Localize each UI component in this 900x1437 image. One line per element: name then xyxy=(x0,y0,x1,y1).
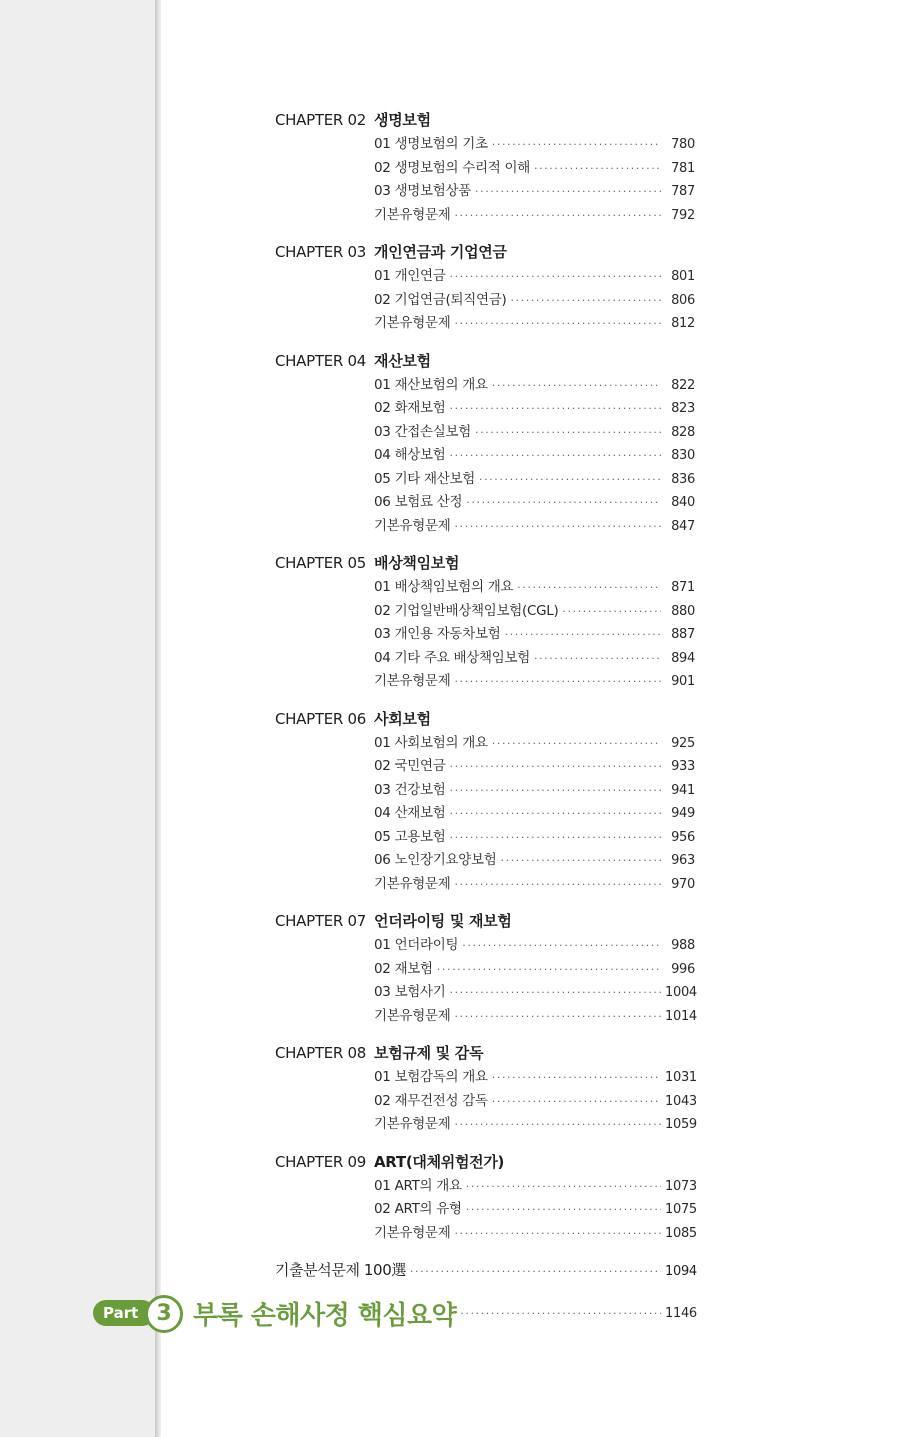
dot-leader xyxy=(450,265,661,289)
entry-label: 06 노인장기요양보험 xyxy=(374,852,497,868)
entry-label: 02 기업일반배상책임보험(CGL) xyxy=(374,602,559,619)
entry-page-number: 781 xyxy=(671,160,695,176)
entry-page-number: 830 xyxy=(671,448,695,463)
dot-leader xyxy=(517,576,661,600)
dot-leader xyxy=(475,180,661,204)
chapter-number: CHAPTER 06 xyxy=(275,709,366,728)
toc-entry xyxy=(374,647,695,671)
entry-page-number: 1059 xyxy=(665,1117,697,1132)
dot-leader xyxy=(492,374,661,398)
dot-leader xyxy=(454,670,661,694)
entry-label: 01 ART의 개요 xyxy=(374,1177,462,1194)
chapter-section xyxy=(275,550,695,694)
toc-entry xyxy=(374,204,695,228)
entry-page-number: 1075 xyxy=(665,1202,697,1217)
chapter-number: CHAPTER 02 xyxy=(275,111,366,129)
chapter-section xyxy=(275,107,695,227)
toc-entry xyxy=(374,600,695,624)
dot-leader xyxy=(479,468,661,492)
toc-entry xyxy=(374,755,695,779)
entry-page-number: 880 xyxy=(671,603,695,619)
toc-entry xyxy=(374,491,695,515)
chapter-title: 생명보험 xyxy=(374,111,431,129)
entry-page-number: 823 xyxy=(671,401,695,416)
entry-page-number: 871 xyxy=(671,580,695,595)
chapter-title: 언더라이팅 및 재보험 xyxy=(374,912,512,930)
dot-leader xyxy=(492,1090,661,1114)
chapter-title: ART(대체위험전가) xyxy=(374,1152,505,1171)
toc-entry xyxy=(374,1066,695,1090)
dot-leader xyxy=(505,623,662,647)
entry-page-number: 925 xyxy=(671,735,695,751)
part-page-number: 1146 xyxy=(665,1305,697,1321)
toc-entry xyxy=(374,312,695,336)
chapter-heading xyxy=(275,706,695,732)
dot-leader xyxy=(450,397,661,421)
entry-label: 01 개인연금 xyxy=(374,268,446,284)
dot-leader xyxy=(454,1222,661,1246)
entry-label: 04 해상보험 xyxy=(374,447,446,463)
entry-label: 기본유형문제 xyxy=(374,517,451,534)
entry-page-number: 970 xyxy=(671,876,695,892)
toc-entry xyxy=(374,180,695,204)
chapter-number: CHAPTER 05 xyxy=(275,554,366,572)
part-number: 3 xyxy=(145,1295,183,1333)
entry-page-number: 822 xyxy=(671,377,695,393)
entry-label: 03 간접손실보험 xyxy=(374,423,472,440)
entry-label: 03 개인용 자동차보험 xyxy=(374,626,501,642)
part-badge xyxy=(93,1295,179,1331)
entry-page-number: 780 xyxy=(671,137,695,152)
entry-label: 기본유형문제 xyxy=(374,673,451,689)
toc-entry xyxy=(374,958,695,982)
toc-entry xyxy=(374,1222,695,1246)
chapter-section xyxy=(275,1149,695,1246)
toc-entry xyxy=(374,397,695,421)
dot-leader xyxy=(454,515,661,539)
table-of-contents xyxy=(275,107,695,1283)
entry-label: 01 사회보험의 개요 xyxy=(374,734,488,751)
chapter-heading xyxy=(275,239,695,265)
chapter-list xyxy=(275,107,695,1245)
entry-page-number: 836 xyxy=(671,471,695,487)
dot-leader xyxy=(410,1259,661,1285)
entry-label: 04 기타 주요 배상책임보험 xyxy=(374,649,530,666)
dot-leader xyxy=(534,647,661,671)
entry-page-number: 1031 xyxy=(665,1070,697,1085)
toc-entry xyxy=(374,826,695,850)
entry-label: 기본유형문제 xyxy=(374,1224,451,1241)
toc-entry xyxy=(374,802,695,826)
entry-label: 03 생명보험상품 xyxy=(374,183,472,199)
entry-label: 03 보험사기 xyxy=(374,984,446,1000)
entry-page-number: 941 xyxy=(671,782,695,798)
entry-label: 기본유형문제 xyxy=(374,1116,451,1132)
entry-label: 기본유형문제 xyxy=(374,315,451,331)
toc-entry xyxy=(374,468,695,492)
chapter-section xyxy=(275,348,695,539)
toc-entry xyxy=(374,265,695,289)
toc-entry xyxy=(374,374,695,398)
dot-leader xyxy=(466,1175,661,1199)
entry-page-number: 996 xyxy=(671,961,695,977)
dot-leader xyxy=(501,849,662,873)
dot-leader xyxy=(450,755,661,779)
chapter-number: CHAPTER 04 xyxy=(275,351,366,370)
entry-label: 01 보험감독의 개요 xyxy=(374,1069,488,1085)
entry-label: 06 보험료 산정 xyxy=(374,494,463,510)
entry-label: 02 생명보험의 수리적 이해 xyxy=(374,159,530,176)
part-title: 부록 손해사정 핵심요약 xyxy=(193,1300,457,1331)
dot-leader xyxy=(454,204,661,228)
dot-leader xyxy=(466,1198,661,1222)
dot-leader xyxy=(454,1005,661,1029)
toc-entry xyxy=(374,1005,695,1029)
dot-leader xyxy=(437,958,661,982)
entry-label: 02 재보험 xyxy=(374,960,433,977)
dot-leader xyxy=(492,1066,661,1090)
exam-page-number: 1094 xyxy=(665,1264,697,1279)
entry-page-number: 963 xyxy=(671,853,695,868)
dot-leader xyxy=(450,444,661,468)
toc-entry xyxy=(374,670,695,694)
entry-page-number: 1073 xyxy=(665,1178,697,1194)
toc-entry xyxy=(374,1175,695,1199)
chapter-section xyxy=(275,239,695,336)
part-heading xyxy=(93,1294,695,1332)
entry-page-number: 1085 xyxy=(665,1225,697,1241)
entry-label: 기본유형문제 xyxy=(374,875,451,892)
dot-leader xyxy=(450,802,661,826)
entry-label: 02 ART의 유형 xyxy=(374,1201,462,1217)
entry-label: 01 언더라이팅 xyxy=(374,937,459,953)
dot-leader xyxy=(450,826,661,850)
entry-label: 02 화재보험 xyxy=(374,400,446,416)
toc-entry xyxy=(374,289,695,313)
chapter-number: CHAPTER 09 xyxy=(275,1152,366,1171)
chapter-section xyxy=(275,1040,695,1137)
toc-entry xyxy=(374,934,695,958)
entry-page-number: 933 xyxy=(671,759,695,774)
toc-entry xyxy=(374,849,695,873)
toc-entry xyxy=(374,1113,695,1137)
entry-label: 03 건강보험 xyxy=(374,781,446,798)
entry-page-number: 956 xyxy=(671,829,695,845)
dot-leader xyxy=(450,779,661,803)
entry-page-number: 847 xyxy=(671,518,695,534)
toc-entry xyxy=(374,1198,695,1222)
dot-leader xyxy=(454,312,661,336)
chapter-number: CHAPTER 08 xyxy=(275,1044,366,1062)
entry-page-number: 787 xyxy=(671,184,695,199)
entry-page-number: 1043 xyxy=(665,1093,697,1109)
entry-label: 02 국민연금 xyxy=(374,758,446,774)
dot-leader xyxy=(562,600,661,624)
chapter-title: 보험규제 및 감독 xyxy=(374,1044,484,1062)
toc-entry xyxy=(374,133,695,157)
exam-label: 기출분석문제 100選 xyxy=(275,1261,406,1279)
chapter-section xyxy=(275,706,695,897)
entry-page-number: 1014 xyxy=(665,1008,697,1024)
chapter-title: 재산보험 xyxy=(374,351,431,370)
chapter-heading xyxy=(275,1149,695,1175)
entry-page-number: 901 xyxy=(671,674,695,689)
toc-entry xyxy=(374,421,695,445)
chapter-heading xyxy=(275,1040,695,1066)
dot-leader xyxy=(492,133,661,157)
entry-label: 05 기타 재산보험 xyxy=(374,470,476,487)
entry-page-number: 828 xyxy=(671,424,695,440)
entry-page-number: 792 xyxy=(671,207,695,223)
entry-page-number: 840 xyxy=(671,495,695,510)
chapter-title: 사회보험 xyxy=(374,709,431,728)
toc-entry xyxy=(374,1090,695,1114)
dot-leader xyxy=(454,1113,661,1137)
dot-leader xyxy=(534,157,661,181)
dot-leader xyxy=(510,289,661,313)
dot-leader xyxy=(454,873,661,897)
dot-leader xyxy=(475,421,661,445)
dot-leader xyxy=(492,732,661,756)
entry-label: 기본유형문제 xyxy=(374,1007,451,1024)
entry-label: 기본유형문제 xyxy=(374,206,451,223)
entry-page-number: 894 xyxy=(671,650,695,666)
toc-entry xyxy=(374,732,695,756)
chapter-heading xyxy=(275,348,695,374)
dot-leader xyxy=(466,491,661,515)
entry-label: 02 재무건전성 감독 xyxy=(374,1092,488,1109)
toc-entry xyxy=(374,515,695,539)
dot-leader xyxy=(450,981,661,1005)
entry-label: 04 산재보험 xyxy=(374,805,446,821)
toc-entry xyxy=(374,157,695,181)
entry-label: 01 재산보험의 개요 xyxy=(374,376,488,393)
toc-entry xyxy=(374,623,695,647)
entry-label: 01 배상책임보험의 개요 xyxy=(374,579,514,595)
entry-page-number: 806 xyxy=(671,292,695,308)
entry-label: 01 생명보험의 기초 xyxy=(374,136,488,152)
chapter-title: 개인연금과 기업연금 xyxy=(374,243,507,261)
dot-leader xyxy=(462,934,661,958)
entry-page-number: 801 xyxy=(671,269,695,284)
exam-entry xyxy=(275,1257,695,1283)
entry-label: 02 기업연금(퇴직연금) xyxy=(374,291,507,308)
toc-entry xyxy=(374,873,695,897)
chapter-number: CHAPTER 07 xyxy=(275,912,366,930)
chapter-heading xyxy=(275,550,695,576)
chapter-heading xyxy=(275,107,695,133)
chapter-number: CHAPTER 03 xyxy=(275,243,366,261)
page-binding-edge xyxy=(155,0,161,1437)
dot-leader xyxy=(460,1307,661,1320)
chapter-title: 배상책임보험 xyxy=(374,554,460,572)
toc-entry xyxy=(374,981,695,1005)
entry-page-number: 1004 xyxy=(665,985,697,1000)
entry-label: 05 고용보험 xyxy=(374,828,446,845)
toc-entry xyxy=(374,444,695,468)
toc-entry xyxy=(374,576,695,600)
toc-entry xyxy=(374,779,695,803)
chapter-heading xyxy=(275,908,695,934)
entry-page-number: 812 xyxy=(671,316,695,331)
part-label: Part xyxy=(93,1300,155,1326)
entry-page-number: 988 xyxy=(671,938,695,953)
page-margin-band xyxy=(0,0,155,1437)
entry-page-number: 887 xyxy=(671,627,695,642)
chapter-section xyxy=(275,908,695,1028)
entry-page-number: 949 xyxy=(671,806,695,821)
